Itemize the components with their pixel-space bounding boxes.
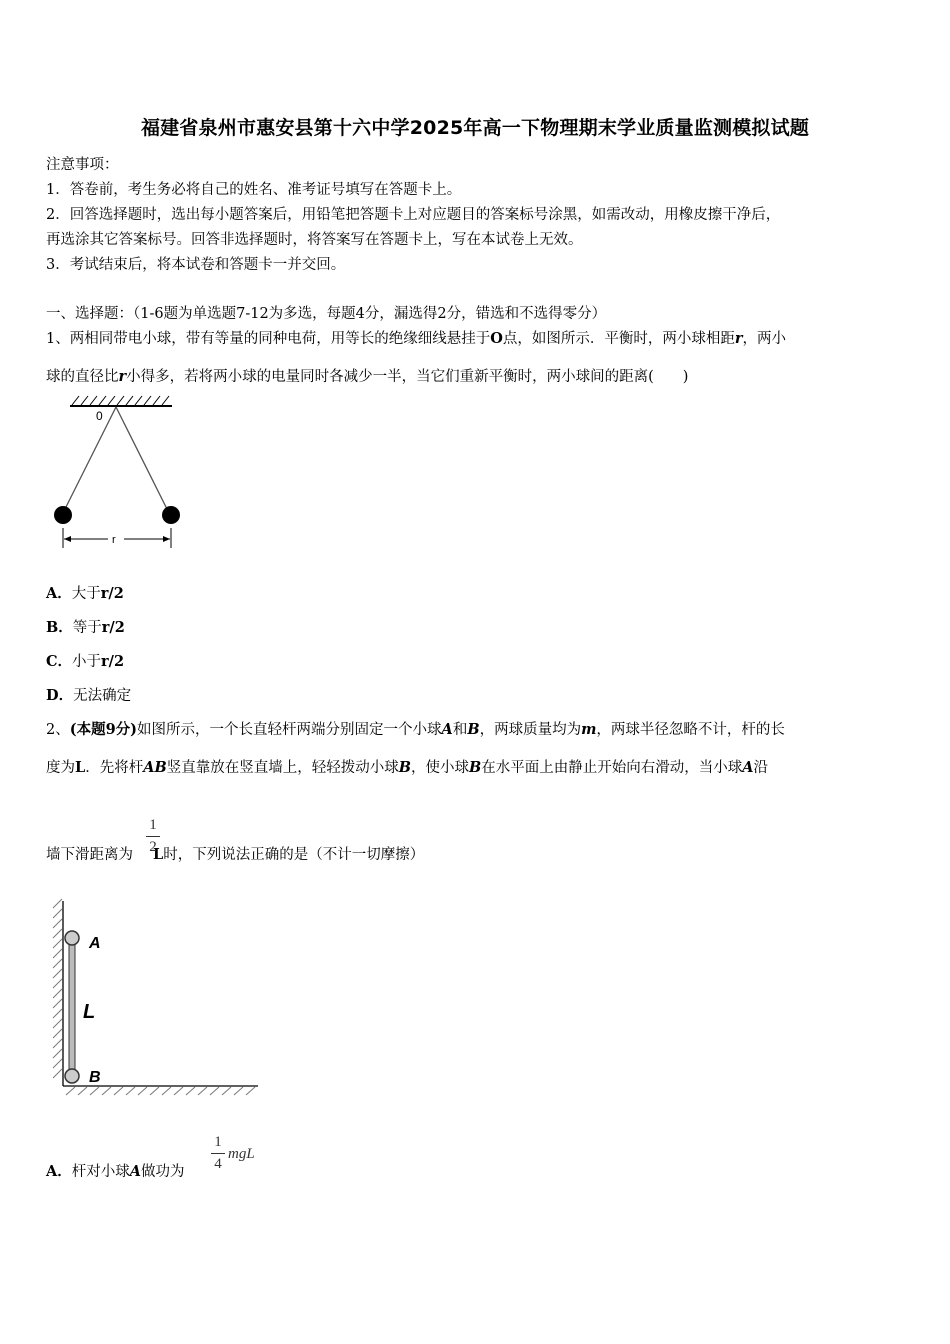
- left-thread: [63, 407, 116, 513]
- q2-rod-figure: [48, 896, 263, 1098]
- rod: [69, 938, 75, 1074]
- page-title: 福建省泉州市惠安县第十六中学2025年高一下物理期末学业质量监测模拟试题: [140, 117, 810, 139]
- ball-a: [65, 931, 79, 945]
- q1-option-c[interactable]: C．小于r/2: [46, 653, 125, 670]
- right-ball: [162, 506, 180, 524]
- ceiling-hatch: [72, 396, 169, 405]
- q2-stem-line2: 度为L．先将杆AB竖直靠放在竖直墙上，轻轻拨动小球B，使小球B在水平面上由静止开始向右滑动，当小球A沿: [46, 759, 769, 776]
- pivot-label: 0: [96, 409, 103, 423]
- label-b: B: [89, 1069, 101, 1086]
- q1-stem-line2: 球的直径比r小得多，若将两小球的电量同时各减少一半，当它们重新平衡时，两小球间的距离( ): [46, 368, 689, 385]
- right-thread: [116, 407, 169, 513]
- section-heading: 一、选择题：（1-6题为单选题7-12为多选，每题4分，漏选得2分，错选和不选得零分）: [46, 306, 607, 322]
- left-ball: [54, 506, 72, 524]
- distance-label: r: [112, 534, 116, 546]
- q2-option-a-fraction: 1 4: [211, 1134, 225, 1173]
- q2-stem-line3: 墙下滑距离为 L时，下列说法正确的是（不计一切摩擦）: [46, 846, 425, 863]
- q2-fraction-half: 1 2: [146, 817, 160, 856]
- wall-hatch: [53, 899, 62, 1078]
- q2-option-a-expr: mgL: [228, 1146, 255, 1162]
- q1-option-d[interactable]: D．无法确定: [46, 687, 132, 704]
- q2-stem-line1: 2、(本题9分)如图所示，一个长直轻杆两端分别固定一个小球A和B，两球质量均为m，两球半径忽略不计，杆的长: [46, 721, 785, 738]
- floor-hatch: [66, 1087, 255, 1095]
- q1-option-b[interactable]: B．等于r/2: [46, 619, 125, 636]
- q1-pendulum-figure: [50, 393, 185, 553]
- q1-stem-line1: 1、两相同带电小球，带有等量的同种电荷，用等长的绝缘细线悬挂于O点，如图所示．平衡时，两小球相距r，两小: [46, 330, 787, 347]
- ball-b: [65, 1069, 79, 1083]
- notice-heading: 注意事项：: [46, 157, 119, 173]
- notice-item-2: 2．回答选择题时，选出每小题答案后，用铅笔把答题卡上对应题目的答案标号涂黑，如需改动，用橡皮擦干净后，: [46, 207, 781, 223]
- notice-item-3: 3．考试结束后，将本试卷和答题卡一并交回。: [46, 257, 346, 273]
- notice-item-2-cont: 再选涂其它答案标号。回答非选择题时，将答案写在答题卡上，写在本试卷上无效。: [46, 232, 583, 248]
- label-a: A: [89, 935, 101, 952]
- notice-item-1: 1．答卷前，考生务必将自己的姓名、准考证号填写在答题卡上。: [46, 182, 462, 198]
- q2-option-a[interactable]: A．杆对小球A做功为: [46, 1163, 185, 1180]
- label-l: L: [83, 1001, 96, 1023]
- q1-option-a[interactable]: A．大于r/2: [46, 585, 124, 602]
